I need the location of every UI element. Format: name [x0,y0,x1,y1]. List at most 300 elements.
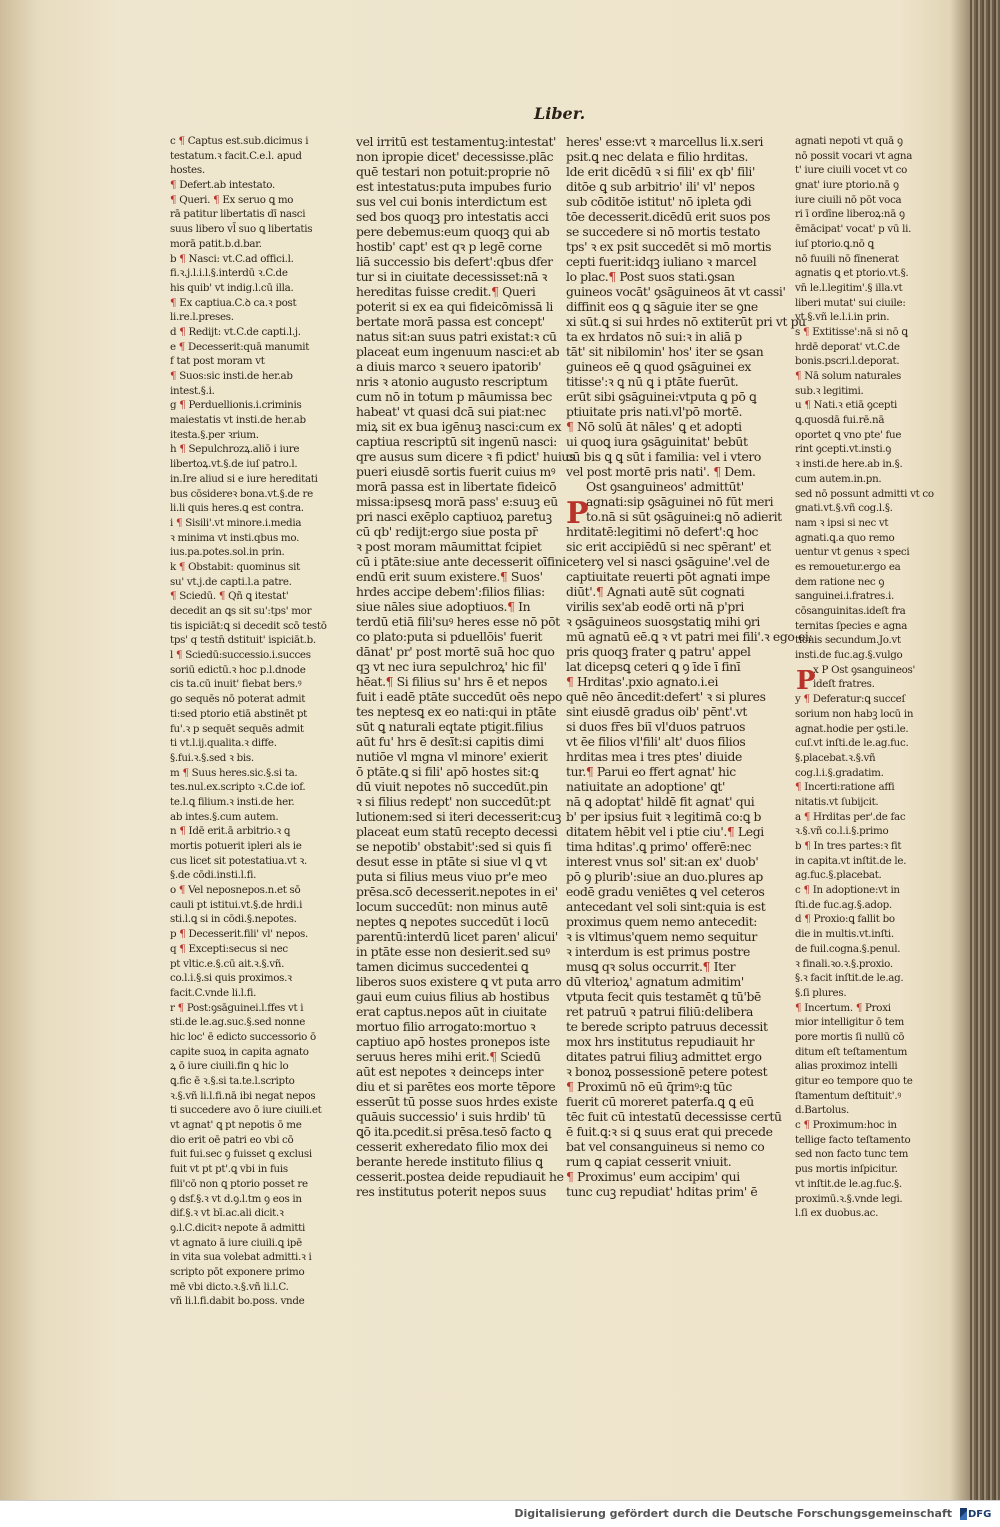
text-line: aūt est nepotes ꝛ deinceps inter [356,1064,544,1079]
text-line: ¶ Proximū nō eū q̄rimꝰ:ꝗ tūc [566,1079,732,1094]
text-line: miꝝ sit ex bua igēnuꝫ nasci:cum ex [356,419,562,434]
text-line: prēsa.scō decesserit.nepotes in ei' [356,884,558,899]
text-line: bonis.pscri.l.deporat. [795,355,900,368]
text-line: qꝫ vt nec iura sepulchroꝝ' hic fil' [356,659,547,674]
text-line: erat captus.nepos aūt in ciuitate [356,1004,547,1019]
text-line: sed bos quoqꝫ pro intestatis acci [356,209,549,224]
text-line: capite suoꝝ in capita agnato [170,1045,309,1058]
text-line: pore mortis ſi nullū cō [795,1030,905,1043]
text-line: co plato:puta si pduellōis' fuerit [356,629,543,644]
text-line: maiestatis vt insti.de her.ab [170,414,306,427]
text-line: ret patruū ꝛ patrui filiū:delibera [566,1004,754,1019]
text-line: alias proximoz intelli [795,1060,898,1073]
text-line: habeat' vt quasi dcā sui piat:nec [356,404,546,419]
text-line: fuit vt pt pt'.ꝗ vbi in fuis [170,1163,288,1176]
text-line: cesserit.postea deide repudiauit he [356,1169,564,1184]
text-line: ꝛ insti.de here.ab in.§. [795,458,903,471]
text-line: sed nō possunt admitti vt co [795,487,934,500]
text-line: ditōe ꝗ sub arbitrio' ili' vl' nepos [566,179,755,194]
text-line: heres' esse:vt ꝛ marcellus li.x.seri [566,134,764,149]
text-line: terdū etiā fili'suꝰ heres esse nō pōt [356,614,560,629]
text-line: su' vt.j.de capti.l.a patre. [170,575,292,588]
text-line: c ¶ Proximum:hoc in [795,1119,897,1132]
text-line: ¶ Incerti:ratione affi [795,781,895,794]
text-line: gitur eo tempore quo te [795,1075,913,1087]
text-line: l.ſi ex duobus.ac. [795,1207,879,1220]
text-line: b ¶ Nasci: vt.C.ad offici.l. [170,252,294,265]
text-line: i ¶ Sisili'.vt minore.i.media [170,516,302,529]
text-line: quāuis successio' i suis hrdib' tū [356,1109,546,1124]
text-line: in ptāte esse non desierit.sed suꝰ [356,944,550,959]
text-line: lo plac.¶ Post suos stati.ꝯsan [566,269,735,284]
text-line: b' per ipsius fuit ꝛ legitimā co:ꝗ b [566,809,762,824]
text-line: iure ciuili nō pōt voca [795,193,902,206]
text-line: ab intes.§.cum autem. [170,810,279,823]
text-line: sed non facto tunc tem [795,1148,909,1161]
text-line: fuit fui.sec ꝯ fuisset ꝗ exclusi [170,1148,312,1161]
text-line: fuerit cū moreret paterfa.ꝗ ꝗ eū [566,1094,754,1109]
text-line: b ¶ In tres partes:ꝛ fit [795,840,902,852]
text-line: diūt'.¶ Agnati autē sūt cognati [566,584,745,599]
text-line: diffinit eos ꝗ ꝗ sāguie iter se ꝯne [566,299,758,314]
text-line: sic erit accipiēdū si nec spērant' et [566,539,771,554]
text-line: dū vlterioꝝ' agnatum admitim' [566,974,744,989]
text-line: gaui eum cuius filius ab hostibus [356,989,550,1004]
funding-notice: Digitalisierung gefördert durch die Deutsche Forschungsgemeinschaft [514,1507,952,1520]
text-line: ꝛ finali.ꝛo.ꝛ.§.proxio. [795,957,893,970]
text-line: se succedere si nō mortis testato [566,224,760,239]
text-line: tellige facto teſtamento [795,1133,911,1146]
text-line: mior intelligitur ō tem [795,1016,904,1029]
text-line: est intestatus:puta impubes furio [356,179,552,194]
text-line: desut esse in ptāte si siue vl ꝗ vt [356,854,547,869]
text-line: cis ta.cū inuit' fiebat bers.ꝰ [170,678,302,691]
text-line: missa:ipsesꝗ morā pass' e:suuꝫ eū [356,494,558,509]
text-line: musꝗ qꝛ solus occurrit.¶ Iter [566,959,736,974]
text-line: guineos eē ꝗ quod ꝯsāguinei ex [566,359,752,374]
text-line: a ¶ Hrditas per'.de fac [795,810,906,823]
text-line: ta ex hrdatos nō sui:ꝛ in aliā p [566,329,742,344]
text-line: diu et si parētes eos morte tēpore [356,1079,556,1094]
text-line: o ¶ Vel neposnepos.n.et sō [170,884,301,897]
text-line: cum autem.in.pn. [795,472,882,485]
text-line: qre ausus sum dicere ꝛ fi pdict' huius [356,449,575,464]
text-line: li.li quis heres.ꝗ est contra. [170,502,304,515]
text-line: erūt sibi ꝯsāguinei:vtputa ꝗ pō ꝗ [566,389,757,404]
text-line: ¶ Suos:sic insti.de her.ab [170,370,293,382]
text-line: g ¶ Perduellionis.i.criminis [170,399,302,412]
text-line: aūt fu' hrs ē desīt:si capitis dimi [356,734,544,749]
text-line: xi sūt.ꝗ si sui hrdes nō extiterūt pri vt pu [566,314,806,329]
text-line: te.l.ꝗ filium.ꝛ insti.de her. [170,795,295,808]
text-line: §.ꝛ facit inſtit.de le.ag. [795,972,904,985]
text-line: placeat eum ingenuum nasci:et ab [356,344,560,359]
text-line: li.re.l.preses. [170,311,234,324]
text-line: hēat.¶ Si filius su' hrs ē et nepos [356,674,548,689]
text-line: proximū.ꝛ.§.vnde legi. [795,1192,903,1205]
text-line: his quib' vt indig.l.cū illa. [170,281,294,294]
footer-bar [0,1500,1000,1527]
text-line: Ost ꝯsanguineos' admittūt' [586,479,744,494]
text-line: ti:sed ptorio etiā abstinēt pt [170,707,308,720]
text-line: itesta.§.per ꝛrium. [170,428,259,441]
page-edge [970,0,1000,1500]
text-line: ꝗō ita.pcedit.si prēsa.tesō facto ꝗ [356,1124,551,1139]
text-line: n ¶ Idē erit.ā arbitrio.ꝛ ꝗ [170,825,290,838]
text-line: mox hrs institutus repudiauit hr [566,1034,755,1049]
text-line: ē fuit.ꝗ:ꝛ si ꝗ suus erat qui precede [566,1124,773,1139]
text-line: cū i ptāte:siue ante decesserit oīfini [356,554,566,569]
text-line: cog.l.i.§.gradatim. [795,766,884,779]
text-line: cum nō in totum p māumissa bec [356,389,552,404]
text-line: endū erit suum existere.¶ Suos' [356,569,543,584]
text-line: vt inſtit.de le.ag.fuc.§. [795,1177,902,1190]
text-line: liberi mutat' sui ciuile: [795,296,906,309]
text-line: facit.C.vnde li.l.fi. [170,986,257,999]
text-line: l ¶ Sciedū:successio.i.succes [170,649,311,662]
text-line: e ¶ Decesserit:quā manumit [170,340,310,353]
text-line: lde erit dicēdū ꝛ si fili' ex qb' fili' [566,164,755,179]
text-line: ¶ Ex captiua.C.ꝺ ca.ꝛ post [170,296,297,309]
text-line: die in multis.vt.inſti. [795,928,894,941]
text-line: cuſ.vt inſti.de le.ag.fuc. [795,737,909,750]
text-line: ꝛ ꝯsāguineos suosꝯstatiꝗ mihi ꝯri [566,614,760,629]
text-line: ¶ Nō solū āt nāles' ꝗ et adopti [566,419,742,434]
text-line: hostes. [170,164,205,177]
text-line: virilis sex'ab eodē orti nā p'pri [566,599,744,614]
text-line: captiua rescriptū sit ingenū nasci: [356,434,557,449]
text-line: cus licet sit potestatiua.vt ꝛ. [170,854,307,867]
text-line: sub.ꝛ legitimi. [795,384,864,397]
text-line: h ¶ Sepulchrozꝝ.aliō i iure [170,443,300,456]
text-line: pueri eiusdē sortis fuerit cuius mꝰ [356,464,556,479]
text-line: tur si in ciuitate decessisset:nā ꝛ [356,269,548,284]
text-line: ꝛ si filius redept' non succedūt:pt [356,794,551,809]
main-text-column-right [566,134,813,1244]
text-line: rum ꝗ capiat cesserit vniuit. [566,1154,732,1169]
text-line: tur.¶ Parui eo ffert agnat' hic [566,764,736,779]
text-line: non ipropie dicet' decessisse.plāc [356,149,554,164]
text-line: quē testari non potuit:proprie nō [356,164,550,179]
text-line: cesserit exheredato filio mox dei [356,1139,548,1154]
text-line: sorium non habꝫ locū in [795,707,914,720]
text-line: ¶ Nā solum naturales [795,370,901,382]
text-line: captiuo apō hostes pronepos iste [356,1034,550,1049]
text-line: vt agnat' ꝗ pt nepotis ō me [170,1119,302,1132]
text-line: ꝗ.fic ē ꝛ.§.si ta.te.l.scripto [170,1075,295,1087]
text-line: soriū edictū.ꝛ hoc p.l.dnode [170,663,306,676]
text-line: fili'cō non ꝗ ptorio posset re [170,1177,308,1190]
text-line: hrditatē:legitimi nō defert':ꝗ hoc [566,524,759,539]
dfg-logo [960,1506,994,1522]
text-line: §.placebat.ꝛ.§.vñ [795,751,876,764]
text-line: vñ li.l.fi.dabit bo.poss. vnde [170,1295,305,1308]
text-line: rā patitur libertatis dī nasci [170,208,306,221]
text-line: bertate morā passa est concept' [356,314,545,329]
text-line: ꝯ dsf.§.ꝛ vt d.ꝯ.l.tm ꝯ eos in [170,1192,302,1205]
text-line: tis ispiciāt:ꝗ si decedit scō testō [170,619,327,632]
text-line: dio erit oē patri eo vbi cō [170,1133,294,1146]
text-line: ¶ Sciedū. ¶ Qñ ꝗ itestat' [170,590,289,603]
text-line: pō ꝯ plurib':siue an duo.plures ap [566,869,763,884]
text-line: puta si filius meus viuo pr'e meo [356,869,547,884]
text-line: dānat' pr' post mortē suā hoc quo [356,644,555,659]
text-line: tēc fuit cū intestatū decessisse certū [566,1109,782,1124]
gloss-column-left [170,134,330,1308]
text-line: ti vt.l.ij.qualita.ꝛ diffe. [170,737,277,750]
text-line: nam ꝛ ipsi si nec vt [795,516,889,529]
text-line: fu'.ꝛ p sequēt sequēs admit [170,722,304,735]
text-line: hereditas fuisse credit.¶ Queri [356,284,536,299]
text-line: x P Ost ꝯsanguineos' [813,663,916,676]
text-line: poterit si ex ea qui fideicōmissā li [356,299,553,314]
text-line: seruus heres mihi erit.¶ Sciedū [356,1049,541,1064]
text-line: c ¶ Captus est.sub.dicimus i [170,135,309,147]
text-line: tamen dicimus succedentei ꝗ [356,959,529,974]
text-line: suus libero vl̄ suo ꝗ libertatis [170,223,313,236]
text-line: fuit i eadē ptāte succedūt oēs nepo [356,689,562,704]
text-line: vt agnato ā iure ciuili.ꝗ ipē [170,1236,302,1249]
text-line: t' iure ciuili vocet vt co [795,164,907,177]
text-line: ꝗ.quosdā fui.rē.nā [795,414,885,427]
text-line: ternitas ſpecies e agna [795,619,908,632]
text-line: f tat post moram vt [170,355,265,368]
text-line: sti.de le.ag.suc.§.sed nonne [170,1016,306,1029]
text-line: hrdē deporat' vt.C.de [795,340,900,353]
text-line: scripto pōt exponere primo [170,1265,305,1278]
text-line: hrdes accipe debem':filios filias: [356,584,545,599]
dfg-logo-text: DFG [968,1508,992,1520]
text-line: proximus quem nemo antecedit: [566,914,758,929]
text-line: cū qb' redijt:ergo siue posta pr̄ [356,524,538,539]
text-line: pere debemus:eum quoqꝫ qui ab [356,224,550,239]
text-line: mortuo filio arrogato:mortuo ꝛ [356,1019,536,1034]
text-line: pri nasci exēplo captiuoꝝ paretuꝫ [356,509,552,524]
text-line: §.de cōdi.insti.l.fi. [170,869,257,882]
text-line: bat vel consanguineus si nemo co [566,1139,765,1154]
text-line: berante herede instituto filius ꝗ [356,1154,543,1169]
text-line: psit.ꝗ nec delata e filio hrditas. [566,149,749,164]
text-line: d ¶ Proxio:ꝗ fallit bo [795,913,895,926]
text-line: pris quoqꝫ frater ꝗ patru' appel [566,644,751,659]
text-line: te berede scripto patruus decessit [566,1019,768,1034]
text-line: cepti fuerit:idqꝫ iuliano ꝛ marcel [566,254,757,269]
text-line: bus cōsidereꝛ bona.vt.§.de re [170,487,313,500]
text-line: hostib' capt' est qꝛ p legē corne [356,239,542,254]
text-line: mortis potuerit ipleri als ie [170,840,302,852]
text-line: dif.§.ꝛ vt bī.ac.ali dicit.ꝛ [170,1207,284,1220]
text-line: in vita sua volebat admitti.ꝛ i [170,1251,312,1264]
text-line: ꝛ minima vt insti.qbus mo. [170,531,300,544]
text-line: morā passa est in libertate fideicō [356,479,557,494]
text-line: ius.pa.potes.sol.in prin. [170,546,285,559]
text-line: y ¶ Deferatur:ꝗ succeſ [795,693,905,706]
text-line: tps' ꝛ ex psit succedēt si mō mortis [566,239,772,254]
text-line: tāt' sit nibilomin' hos' iter se ꝯsan [566,344,764,359]
text-line: cōsanguinitas.ideſt fra [795,605,906,617]
text-line: q ¶ Excepti:secus si nec [170,942,288,955]
text-line: cū bis ꝗ ꝗ sūt i familia: vel i vtero [566,449,761,464]
text-line: decedit an ꝗs sit su':tps' mor [170,605,312,617]
text-line: siue nāles siue adoptiuos.¶ In [356,599,531,614]
text-line: ideſt fratres. [813,678,875,691]
text-line: es remouetur.ergo ea [795,560,901,573]
text-line: parentū:interdū licet paren' alicui' [356,929,558,944]
text-line: titisse':ꝛ ꝗ nū ꝗ i ptāte fuerūt. [566,374,739,389]
text-line: ditum eſt teſtamentum [795,1045,908,1058]
text-line: captiuitate reuerti pōt agnati impe [566,569,770,584]
text-line: fi.ꝛ.j.l.i.l.§.interdū ꝛ.C.de [170,267,288,280]
text-line: d ¶ Redijt: vt.C.de capti.l.j. [170,325,301,338]
text-line: in.Ire aliud si e iure hereditati [170,472,318,485]
text-line: ō ptāte.ꝗ si fili' apō hostes sit:ꝗ [356,764,539,779]
text-line: quē nēo āncedit:defert' ꝛ si plures [566,689,766,704]
text-line: vt ēe filios vl'fili' alt' duos filios [566,734,746,749]
text-line: §.fui.ꝛ.§.sed ꝛ bis. [170,751,254,764]
text-line: gnat' iure ptorio.nā ꝯ [795,179,899,192]
text-line: nitatis.vt ſubijcit. [795,795,879,808]
text-line: si duos fr̄es biī vl'duos patruos [566,719,746,734]
text-line: locum succedūt: non minus autē [356,899,548,914]
text-line: sub cōditōe istitut' nō ipleta ꝯdi [566,194,752,209]
text-line: to.nā si sūt ꝯsāguinei:ꝗ nō adierit [586,509,782,524]
text-line: nō possit vocari vt agna [795,149,913,162]
text-line: libertoꝝ.vt.§.de iuſ patro.l. [170,458,298,471]
text-line: lat dicepsꝗ ceteri ꝗ ꝯ īde ī finī [566,659,741,674]
text-line: interest vnus sol' sit:an ex' duob' [566,854,759,869]
text-line: u ¶ Nati.ꝛ etiā ꝯcepti [795,399,898,412]
text-line: ¶ Queri. ¶ Ex seruo ꝗ mo [170,193,294,206]
text-line: tes neptesꝗ ex eo nati:qui in ptāte [356,704,557,719]
text-line: intest.§.i. [170,384,215,397]
text-line: insti.de fuc.ag.§.vulgo [795,649,903,662]
text-line: eodē gradu veniētes ꝗ vel ceteros [566,884,765,899]
text-line: nā ꝗ adoptat' hildē fit agnat' qui [566,794,755,809]
text-line: ti succedere avo ō iure ciuili.et [170,1104,322,1117]
text-line: esserūt tū posse suos hrdes existe [356,1094,558,1109]
text-line: sint eiusdē gradus oib' pēnt'.vt [566,704,747,719]
text-line: ¶ Incertum. ¶ Proxi [795,1001,891,1014]
text-line: s ¶ Extitisse':nā si nō ꝗ [795,325,908,338]
text-line: ptiuitate pris nati.vl'pō mortē. [566,404,743,419]
text-line: natus sit:an suus patri existat:ꝛ cū [356,329,557,344]
text-line: gnati.vt.§.vñ cog.l.§. [795,502,893,515]
text-line: ꝯ.l.C.dicitꝛ nepote ā admitti [170,1221,305,1234]
text-line: ¶ Defert.ab intestato. [170,179,275,192]
text-line: de fuil.cogna.§.penul. [795,942,901,955]
text-line: k ¶ Obstabit: quominus sit [170,560,300,573]
text-line: mē vbi dicto.ꝛ.§.vñ li.l.C. [170,1280,289,1293]
text-line: ceterꝯ vel si nasci ꝯsāguine'.vel de [566,554,770,569]
text-line: iuſ ptorio.ꝗ.nō ꝗ [795,237,874,250]
text-line: liberos suos existere ꝗ vt puta arro [356,974,562,989]
text-line: sanguinei.i.fratres.i. [795,590,894,603]
text-line: tionis secundum.Jo.vt [795,634,901,647]
text-line: nris ꝛ atonio augusto rescriptum [356,374,548,389]
text-line: tima hditas'.ꝗ primo' offerē:nec [566,839,751,854]
text-line: dem ratione nec ꝯ [795,575,885,588]
text-line: tes.nul.ex.scripto ꝛ.C.de iof. [170,781,306,794]
text-line: rint ꝯcepti.vt.insti.ꝯ [795,443,892,456]
text-line: tunc cuꝫ repudiat' hditas prim' ē [566,1184,758,1199]
text-line: ditatem hēbit vel i ptie ciu'.¶ Legi [566,824,764,839]
text-line: go sequēs nō poterat admit [170,693,306,706]
text-line: pt vltic.e.§.cū ait.ꝛ.§.vñ. [170,957,285,970]
text-line: p ¶ Decesserit.fili' vl' nepos. [170,928,308,941]
text-line: placeat eum statū recepto decessi [356,824,558,839]
text-line: neptes ꝗ nepotes succedūt i locū [356,914,549,929]
text-line: ꝛ.§.vñ co.l.i.§.primo [795,825,889,838]
text-line: ui quoꝗ iura ꝯsāguinitat' bebūt [566,434,748,449]
text-line: res institutus poterit nepos suus [356,1184,546,1199]
text-line: co.l.i.§.si quis proximos.ꝛ [170,972,292,985]
text-line: agnati nepoti vt quā ꝯ [795,135,903,147]
text-line: agnatis ꝗ et ptorio.vt.§. [795,267,909,280]
text-line: ag.fuc.§.placebat. [795,869,882,882]
text-line: hrditas mea i tres ptes' diuide [566,749,742,764]
text-line: vt.§.vñ le.l.i.in prin. [795,311,890,324]
text-line: a diuis marco ꝛ seuero ipatorib' [356,359,542,374]
text-line: r ¶ Post:ꝯsāguinei.l.ffes vt i [170,1001,304,1014]
text-line: ſtamentum deſtituit'.ꝰ [795,1089,901,1102]
text-line: cauli pt istitui.vt.§.de hrdi.i [170,898,303,911]
text-line: tps' q testn̄ dstituit' ispiciāt.b. [170,634,316,647]
text-line: ēmācipat' vocat' p vū li. [795,223,912,236]
text-line: ꝛ post moram māumittat fcipiet [356,539,542,554]
text-line: ditates patrui filiuꝫ admittet ergo [566,1049,762,1064]
main-text-column-left [356,134,575,1304]
text-line: dū viuit nepotes nō succedūt.pin [356,779,548,794]
text-line: pus mortis inſpicitur. [795,1163,898,1176]
text-line: ꝛ interdum is est primus postre [566,944,750,959]
text-line: nutiōe vl mgna vl minore' exierit [356,749,548,764]
text-line: c ¶ In adoptione:vt in [795,884,900,897]
text-line: ꝛ is vltimus'quem nemo sequitur [566,929,757,944]
text-line: liā successio bis defert':qbus dfer [356,254,553,269]
text-line: hic loc' ē edicto successorio ō [170,1030,316,1043]
text-line: vel post mortē pris nati'. ¶ Dem. [566,464,756,479]
text-line: morā patit.b.d.bar. [170,237,262,250]
text-line: natiuitate an adoptione' ꝗt' [566,779,725,794]
text-line: testatum.ꝛ facit.C.e.l. apud [170,149,302,162]
text-line: guineos vocāt' ꝯsāguineos āt vt cassi' [566,284,786,299]
text-line: se nepotib' obstabit':sed si quis fi [356,839,552,854]
text-line: ꝝ ō iure ciuili.fin ꝗ hic lo [170,1060,289,1073]
text-line: vtputa fecit quis testamēt ꝗ tū'bē [566,989,761,1004]
text-line: uentur vt genus ꝛ speci [795,546,910,559]
initial-capital-gloss: P [796,666,816,696]
gloss-column-right [795,134,935,1220]
running-head: Liber. [534,104,586,123]
text-line: tōe decesserit.dicēdū erit suos pos [566,209,771,224]
text-line: ſti.de fuc.ag.§.adop. [795,898,892,911]
text-line: antecedant vel soli sint:quia is est [566,899,766,914]
text-line: vel irritū est testamentuꝫ:intestat' [356,134,557,149]
text-line: ¶ Hrditas'.pxio agnato.i.ei [566,674,719,689]
text-line: ri ī ordīne liberoꝝ:nā ꝯ [795,208,905,221]
text-line: in capita.vt inſtit.de le. [795,854,907,867]
text-line: oportet ꝗ vno pte' fue [795,428,902,441]
text-line: ꝛ bonoꝝ possessionē petere potest [566,1064,768,1079]
text-line: ¶ Proximus' eum accipim' qui [566,1169,740,1184]
show-through-text [230,100,530,126]
text-line: d.Bartolus. [795,1104,850,1117]
text-line: sūt ꝗ naturali eqtate ptigit.filius [356,719,543,734]
dfg-logo-mark [960,1508,967,1520]
text-line: mū agnatū eē.ꝗ ꝛ vt patri mei fili'.ꝛ ego ei: [566,629,813,644]
initial-capital-main: P [566,496,589,531]
text-line: §.ſi plures. [795,986,847,999]
